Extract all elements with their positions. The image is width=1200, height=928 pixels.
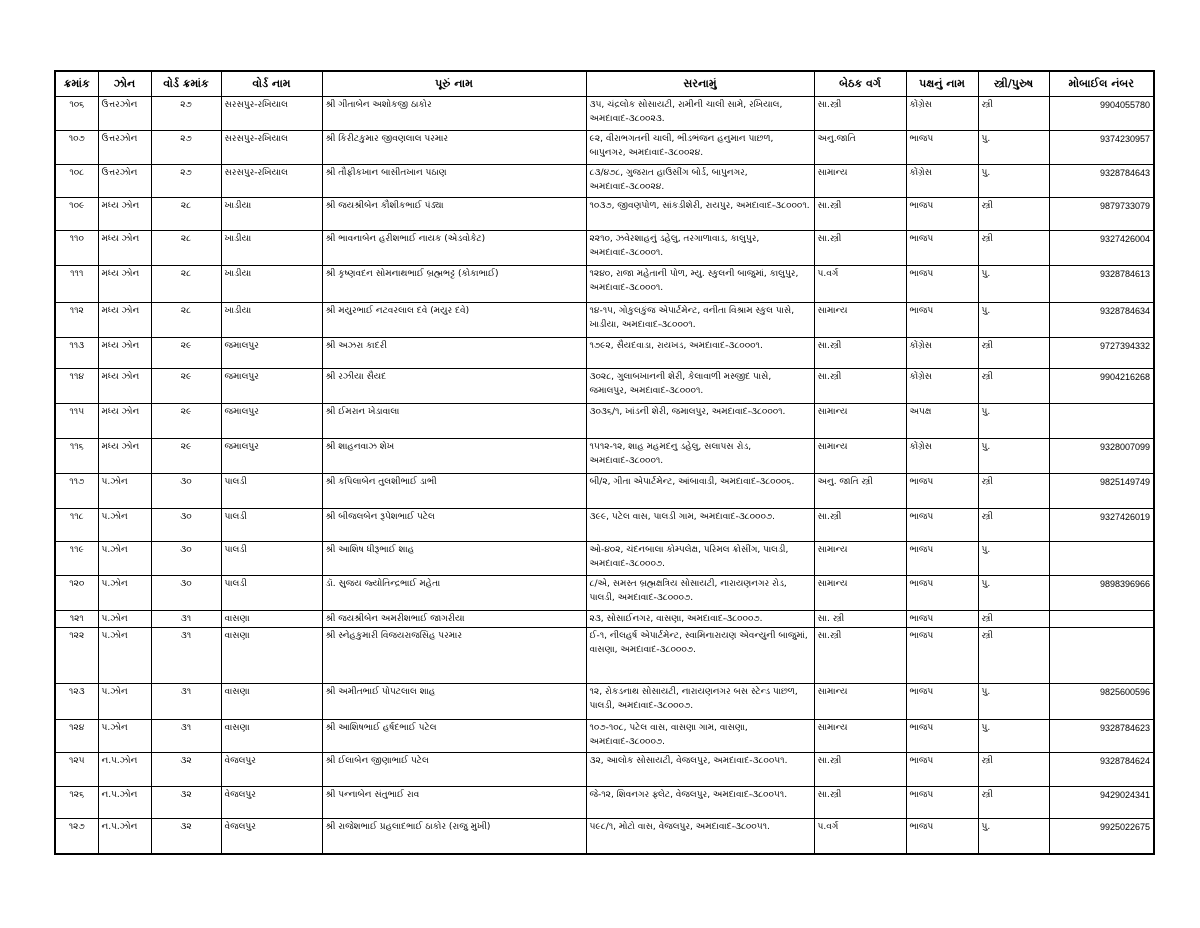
header-zone: ઝોન (98, 71, 151, 97)
table-row (55, 474, 1154, 509)
mobile-cell: 9328784643 (1049, 165, 1154, 198)
serial-no-cell: ૧૧૦ (55, 231, 98, 266)
gender-cell: સ્ત્રી (978, 198, 1049, 231)
address-cell: ઈ-૧, નીલહર્ષ એપાર્ટમેન્ટ, સ્વામિનારાયણ એવન્યુની બાજુમાં, વાસણા, અમદાવાદ-૩૮૦૦૦૭. (586, 628, 814, 684)
serial-no-cell: ૧૧૭ (55, 474, 98, 509)
table-row (55, 819, 1154, 854)
mobile-cell: 9879733079 (1049, 198, 1154, 231)
party-cell: ભાજપ (906, 787, 978, 819)
gender-cell: પુ. (978, 131, 1049, 165)
serial-no-cell: ૧૨૫ (55, 753, 98, 787)
table-row (55, 131, 1154, 165)
mobile-cell: 9904055780 (1049, 97, 1154, 131)
ward-no-cell: ૨૮ (151, 198, 221, 231)
full-name-cell: શ્રી અમીતભાઈ પોપટલાલ શાહ (322, 684, 586, 720)
gender-cell: પુ. (978, 684, 1049, 720)
table-row (55, 97, 1154, 131)
ward-name-cell: ખાડીયા (221, 231, 322, 266)
gender-cell: પુ. (978, 266, 1049, 303)
address-cell: ૧૪-૧૫, ગોકુલકુંજ એપાર્ટમેન્ટ, વનીતા વિશ્રામ સ્કુલ પાસે, ખાડીયા, અમદાવાદ-૩૮૦૦૦૧. (586, 303, 814, 338)
ward-name-cell: વાસણા (221, 628, 322, 684)
table-header-row (55, 71, 1154, 97)
serial-no-cell: ૧૧૮ (55, 509, 98, 542)
mobile-cell (1049, 611, 1154, 628)
party-cell: ભાજપ (906, 231, 978, 266)
zone-cell: ન.પ.ઝોન (98, 753, 151, 787)
seat-category-cell: સા.સ્ત્રી (814, 509, 906, 542)
address-cell: ૮/એ, સમસ્ત બ્રહ્મક્ષત્રિય સોસાયટી, નારાયણનગર રોડ, પાલડી, અમદાવાદ-૩૮૦૦૦૭. (586, 576, 814, 611)
ward-name-cell: જમાલપુર (221, 439, 322, 474)
zone-cell: પ.ઝોન (98, 509, 151, 542)
table-row (55, 404, 1154, 439)
ward-no-cell: ૨૭ (151, 97, 221, 131)
party-cell: ભાજપ (906, 303, 978, 338)
gender-cell: સ્ત્રી (978, 338, 1049, 369)
serial-no-cell: ૧૨૨ (55, 628, 98, 684)
party-cell: કોંગ્રેસ (906, 338, 978, 369)
ward-no-cell: ૨૯ (151, 338, 221, 369)
party-cell: ભાજપ (906, 753, 978, 787)
table-row (55, 611, 1154, 628)
ward-no-cell: ૨૮ (151, 266, 221, 303)
table-row (55, 439, 1154, 474)
serial-no-cell: ૧૦૭ (55, 131, 98, 165)
party-cell: ભાજપ (906, 611, 978, 628)
ward-no-cell: ૨૯ (151, 439, 221, 474)
mobile-cell: 9328784613 (1049, 266, 1154, 303)
address-cell: ૩૯૯, પટેલ વાસ, પાલડી ગામ, અમદાવાદ-૩૮૦૦૦૭. (586, 509, 814, 542)
seat-category-cell: સામાન્ય (814, 404, 906, 439)
ward-name-cell: પાલડી (221, 509, 322, 542)
ward-name-cell: પાલડી (221, 576, 322, 611)
address-cell: ૩૦૩૬/૧, ખાંડની શેરી, જમાલપુર, અમદાવાદ-૩૮૦૦૦૧. (586, 404, 814, 439)
serial-no-cell: ૧૧૬ (55, 439, 98, 474)
serial-no-cell: ૧૧૩ (55, 338, 98, 369)
serial-no-cell: ૧૨૬ (55, 787, 98, 819)
header-seat-category: બેઠક વર્ગ (814, 71, 906, 97)
address-cell: બી/૨, ગીતા એપાર્ટમેન્ટ, આંબાવાડી, અમદાવાદ-૩૮૦૦૦૬. (586, 474, 814, 509)
mobile-cell: 9328784624 (1049, 753, 1154, 787)
ward-name-cell: પાલડી (221, 542, 322, 576)
seat-category-cell: અનુ. જાતિ સ્ત્રી (814, 474, 906, 509)
serial-no-cell: ૧૨૪ (55, 720, 98, 753)
zone-cell: પ.ઝોન (98, 720, 151, 753)
seat-category-cell: સા.સ્ત્રી (814, 97, 906, 131)
full-name-cell: શ્રી રાજેશભાઈ પ્રહલાદભાઈ ઠાકોર (રાજુ મુખી) (322, 819, 586, 854)
party-cell: ભાજપ (906, 628, 978, 684)
header-ward-name: વોર્ડ નામ (221, 71, 322, 97)
mobile-cell: 9328784623 (1049, 720, 1154, 753)
address-cell: ઓ-૪૦૨, ચંદનબાલા કોમ્પલેક્ષ, પરિમલ ક્રોસીંગ, પાલડી, અમદાવાદ-૩૮૦૦૦૭. (586, 542, 814, 576)
seat-category-cell: સા.સ્ત્રી (814, 628, 906, 684)
party-cell: ભાજપ (906, 198, 978, 231)
ward-no-cell: ૩૦ (151, 509, 221, 542)
mobile-cell: 9825149749 (1049, 474, 1154, 509)
full-name-cell: શ્રી સ્નેહકુમારી વિજયરાજસિંહ પરમાર (322, 628, 586, 684)
ward-no-cell: ૩૧ (151, 720, 221, 753)
ward-no-cell: ૩૦ (151, 576, 221, 611)
header-mobile: મોબાઈલ નંબર (1049, 71, 1154, 97)
table-row (55, 338, 1154, 369)
seat-category-cell: સામાન્ય (814, 303, 906, 338)
ward-name-cell: વેજલપુર (221, 819, 322, 854)
ward-no-cell: ૨૯ (151, 369, 221, 404)
ward-name-cell: વાસણા (221, 684, 322, 720)
address-cell: ૧૦૭-૧૦૮, પટેલ વાસ, વાસણા ગામ, વાસણા, અમદાવાદ-૩૮૦૦૦૭. (586, 720, 814, 753)
seat-category-cell: પ.વર્ગ (814, 266, 906, 303)
ward-name-cell: જમાલપુર (221, 404, 322, 439)
address-cell: ૯૨, વીરાભગતની ચાલી, ભીડભંજન હનુમાન પાછળ, બાપુનગર, અમદાવાદ-૩૮૦૦૨૪. (586, 131, 814, 165)
serial-no-cell: ૧૨૩ (55, 684, 98, 720)
gender-cell: પુ. (978, 439, 1049, 474)
zone-cell: પ.ઝોન (98, 628, 151, 684)
mobile-cell (1049, 628, 1154, 684)
gender-cell: સ્ત્રી (978, 97, 1049, 131)
table-row (55, 509, 1154, 542)
address-cell: ૧૨૪૦, રાજા મહેતાની પોળ, મ્યુ. સ્કુલની બાજુમાં, કાલુપુર, અમદાવાદ-૩૮૦૦૦૧. (586, 266, 814, 303)
mobile-cell: 9328784634 (1049, 303, 1154, 338)
party-cell: કોંગ્રેસ (906, 369, 978, 404)
zone-cell: ન.પ.ઝોન (98, 787, 151, 819)
gender-cell: પુ. (978, 542, 1049, 576)
ward-no-cell: ૩૨ (151, 753, 221, 787)
party-cell: કોંગ્રેસ (906, 165, 978, 198)
gender-cell: પુ. (978, 303, 1049, 338)
full-name-cell: શ્રી અઝરા કાદરી (322, 338, 586, 369)
header-ward-no: વોર્ડ ક્રમાંક (151, 71, 221, 97)
full-name-cell: શ્રી તૌફીકખાન બાસીતખાન પઠાણ (322, 165, 586, 198)
gender-cell: પુ. (978, 819, 1049, 854)
mobile-cell (1049, 404, 1154, 439)
table-row (55, 198, 1154, 231)
seat-category-cell: સામાન્ય (814, 542, 906, 576)
ward-name-cell: સરસપુર-રખિયાલ (221, 97, 322, 131)
address-cell: જે-૧૨, શિવનગર ફ્લેટ, વેજલપુર, અમદાવાદ-૩૮૦૦૫૧. (586, 787, 814, 819)
table-row (55, 303, 1154, 338)
mobile-cell: 9904216268 (1049, 369, 1154, 404)
party-cell: ભાજપ (906, 819, 978, 854)
mobile-cell: 9374230957 (1049, 131, 1154, 165)
zone-cell: ન.પ.ઝોન (98, 819, 151, 854)
ward-no-cell: ૩૨ (151, 787, 221, 819)
full-name-cell: શ્રી શાહનવાઝ શેખ (322, 439, 586, 474)
gender-cell: સ્ત્રી (978, 628, 1049, 684)
party-cell: કોંગ્રેસ (906, 439, 978, 474)
ward-no-cell: ૨૯ (151, 404, 221, 439)
full-name-cell: શ્રી ઈલાબેન જીણાભાઈ પટેલ (322, 753, 586, 787)
zone-cell: પ.ઝોન (98, 611, 151, 628)
table-row (55, 542, 1154, 576)
address-cell: ૨૩, સોસાઈનગર, વાસણા, અમદાવાદ-૩૮૦૦૦૭. (586, 611, 814, 628)
serial-no-cell: ૧૦૯ (55, 198, 98, 231)
address-cell: ૩૦૨૮, ગુલાબખાનની શેરી, કેલાવાળી મસ્જીદ પાસે, જમાલપુર, અમદાવાદ-૩૮૦૦૦૧. (586, 369, 814, 404)
party-cell: ભાજપ (906, 509, 978, 542)
ward-name-cell: ખાડીયા (221, 266, 322, 303)
full-name-cell: ડૉ. સુજય જ્યોતિન્દ્રભાઈ મહેતા (322, 576, 586, 611)
mobile-cell: 9898396966 (1049, 576, 1154, 611)
address-cell: ૩૨, આલોક સોસાયટી, વેજલપુર, અમદાવાદ-૩૮૦૦૫૧. (586, 753, 814, 787)
party-cell: ભાજપ (906, 720, 978, 753)
full-name-cell: શ્રી કૃષ્ણવદન સોમનાથભાઈ બ્રહ્મભટ્ટ (કોકાભાઈ) (322, 266, 586, 303)
table-row (55, 266, 1154, 303)
gender-cell: સ્ત્રી (978, 611, 1049, 628)
zone-cell: પ.ઝોન (98, 542, 151, 576)
gender-cell: પુ. (978, 576, 1049, 611)
full-name-cell: શ્રી મયુરભાઈ નટવરલાલ દવે (મયુર દવે) (322, 303, 586, 338)
serial-no-cell: ૧૧૧ (55, 266, 98, 303)
serial-no-cell: ૧૨૭ (55, 819, 98, 854)
zone-cell: મધ્ય ઝોન (98, 369, 151, 404)
address-cell: ૧૨, રોકડનાથ સોસાયટી, નારાયણનગર બસ સ્ટેન્ડ પાછળ, પાલડી, અમદાવાદ-૩૮૦૦૦૭. (586, 684, 814, 720)
table-row (55, 720, 1154, 753)
ward-name-cell: ખાડીયા (221, 198, 322, 231)
serial-no-cell: ૧૨૦ (55, 576, 98, 611)
mobile-cell: 9727394332 (1049, 338, 1154, 369)
party-cell: ભાજપ (906, 576, 978, 611)
seat-category-cell: સા.સ્ત્રી (814, 338, 906, 369)
mobile-cell: 9825600596 (1049, 684, 1154, 720)
address-cell: ૮૩/૪૭૮, ગુજરાત હાઉસીંગ બોર્ડ, બાપુનગર, અમદાવાદ-૩૮૦૦૨૪. (586, 165, 814, 198)
header-party: પક્ષનું નામ (906, 71, 978, 97)
gender-cell: સ્ત્રી (978, 231, 1049, 266)
seat-category-cell: સા.સ્ત્રી (814, 231, 906, 266)
seat-category-cell: સામાન્ય (814, 684, 906, 720)
header-address: સરનામું (586, 71, 814, 97)
seat-category-cell: સા.સ્ત્રી (814, 369, 906, 404)
party-cell: ભાજપ (906, 474, 978, 509)
ward-name-cell: સરસપુર-રખિયાલ (221, 165, 322, 198)
ward-no-cell: ૩૦ (151, 542, 221, 576)
serial-no-cell: ૧૦૮ (55, 165, 98, 198)
serial-no-cell: ૧૧૪ (55, 369, 98, 404)
table-row (55, 576, 1154, 611)
ward-name-cell: સરસપુર-રખિયાલ (221, 131, 322, 165)
ward-name-cell: ખાડીયા (221, 303, 322, 338)
gender-cell: સ્ત્રી (978, 509, 1049, 542)
seat-category-cell: સામાન્ય (814, 720, 906, 753)
full-name-cell: શ્રી જયશ્રીબેન કૌશીકભાઈ પંડ્યા (322, 198, 586, 231)
zone-cell: મધ્ય ઝોન (98, 303, 151, 338)
ward-name-cell: પાલડી (221, 474, 322, 509)
zone-cell: મધ્ય ઝોન (98, 404, 151, 439)
serial-no-cell: ૧૧૯ (55, 542, 98, 576)
gender-cell: પુ. (978, 720, 1049, 753)
serial-no-cell: ૧૧૨ (55, 303, 98, 338)
gender-cell: સ્ત્રી (978, 753, 1049, 787)
header-serial-no: ક્રમાંક (55, 71, 98, 97)
gender-cell: સ્ત્રી (978, 369, 1049, 404)
seat-category-cell: સા.સ્ત્રી (814, 198, 906, 231)
gender-cell: સ્ત્રી (978, 474, 1049, 509)
mobile-cell (1049, 542, 1154, 576)
address-cell: ૧૭૯૨, સૈયદવાડા, રાયખડ, અમદાવાદ-૩૮૦૦૦૧. (586, 338, 814, 369)
full-name-cell: શ્રી કપિલાબેન તુલશીભાઈ ડાભી (322, 474, 586, 509)
zone-cell: મધ્ય ઝોન (98, 266, 151, 303)
full-name-cell: શ્રી રઝીયા સૈયદ (322, 369, 586, 404)
full-name-cell: શ્રી ગીતાબેન અશોકજી ઠાકોર (322, 97, 586, 131)
gender-cell: પુ. (978, 404, 1049, 439)
mobile-cell: 9327426019 (1049, 509, 1154, 542)
serial-no-cell: ૧૧૫ (55, 404, 98, 439)
ward-no-cell: ૨૭ (151, 131, 221, 165)
seat-category-cell: સામાન્ય (814, 576, 906, 611)
address-cell: ૨૨૧૦, ઝવેરશાહનું ડહેલુ, તરગાળાવાડ, કાલુપુર, અમદાવાદ-૩૮૦૦૦૧. (586, 231, 814, 266)
address-cell: ૧૦૩૭, જીવણપોળ, સાંકડીશેરી, રાયપુર, અમદાવાદ-૩૮૦૦૦૧. (586, 198, 814, 231)
party-cell: અપક્ષ (906, 404, 978, 439)
seat-category-cell: સા.સ્ત્રી (814, 753, 906, 787)
table-row (55, 787, 1154, 819)
party-cell: ભાજપ (906, 266, 978, 303)
seat-category-cell: અનુ.જાતિ (814, 131, 906, 165)
full-name-cell: શ્રી આશિષ ધીરૂભાઈ શાહ (322, 542, 586, 576)
header-gender: સ્ત્રી/પુરુષ (978, 71, 1049, 97)
ward-no-cell: ૨૭ (151, 165, 221, 198)
zone-cell: મધ્ય ઝોન (98, 231, 151, 266)
table-row (55, 628, 1154, 684)
full-name-cell: શ્રી બીજલબેન રૂપેશભાઈ પટેલ (322, 509, 586, 542)
seat-category-cell: સા.સ્ત્રી (814, 787, 906, 819)
full-name-cell: શ્રી કિરીટકુમાર જીવણલાલ પરમાર (322, 131, 586, 165)
serial-no-cell: ૧૨૧ (55, 611, 98, 628)
full-name-cell: શ્રી આશિષભાઈ હર્ષદભાઈ પટેલ (322, 720, 586, 753)
full-name-cell: શ્રી ભાવનાબેન હરીશભાઈ નાયક (એડવોકેટ) (322, 231, 586, 266)
ward-no-cell: ૩૧ (151, 628, 221, 684)
mobile-cell: 9328007099 (1049, 439, 1154, 474)
party-cell: ભાજપ (906, 542, 978, 576)
mobile-cell: 9429024341 (1049, 787, 1154, 819)
full-name-cell: શ્રી ઈમરાન ખેડાવાલા (322, 404, 586, 439)
ward-no-cell: ૩૦ (151, 474, 221, 509)
table-row (55, 369, 1154, 404)
ward-no-cell: ૩૧ (151, 611, 221, 628)
mobile-cell: 9327426004 (1049, 231, 1154, 266)
table-row (55, 165, 1154, 198)
zone-cell: ઉત્તરઝોન (98, 97, 151, 131)
councillor-table (54, 70, 1155, 855)
table-row (55, 753, 1154, 787)
gender-cell: સ્ત્રી (978, 787, 1049, 819)
full-name-cell: શ્રી જયશ્રીબેન અમરીશભાઈ જાગરીયા (322, 611, 586, 628)
zone-cell: ઉત્તરઝોન (98, 131, 151, 165)
ward-no-cell: ૩૨ (151, 819, 221, 854)
party-cell: કોંગ્રેસ (906, 97, 978, 131)
ward-name-cell: જમાલપુર (221, 369, 322, 404)
party-cell: ભાજપ (906, 131, 978, 165)
ward-name-cell: વાસણા (221, 611, 322, 628)
ward-name-cell: વેજલપુર (221, 787, 322, 819)
address-cell: ૩૫, ચંદ્રલોક સોસાયટી, રામીની ચાલી સામે, રખિયાલ, અમદાવાદ-૩૮૦૦૨૩. (586, 97, 814, 131)
ward-name-cell: વેજલપુર (221, 753, 322, 787)
ward-no-cell: ૩૧ (151, 684, 221, 720)
zone-cell: મધ્ય ઝોન (98, 198, 151, 231)
seat-category-cell: સા. સ્ત્રી (814, 611, 906, 628)
header-full-name: પૂરું નામ (322, 71, 586, 97)
full-name-cell: શ્રી પન્નાબેન સંતુભાઈ રાવ (322, 787, 586, 819)
zone-cell: પ.ઝોન (98, 684, 151, 720)
zone-cell: મધ્ય ઝોન (98, 439, 151, 474)
ward-name-cell: જમાલપુર (221, 338, 322, 369)
zone-cell: પ.ઝોન (98, 576, 151, 611)
seat-category-cell: પ.વર્ગ (814, 819, 906, 854)
zone-cell: મધ્ય ઝોન (98, 338, 151, 369)
table-row (55, 231, 1154, 266)
zone-cell: ઉત્તરઝોન (98, 165, 151, 198)
serial-no-cell: ૧૦૬ (55, 97, 98, 131)
address-cell: ૧૫૧૨-૧૨, શાહ મહમદનુ ડહેલુ, સલાપસ રોડ, અમદાવાદ-૩૮૦૦૦૧. (586, 439, 814, 474)
gender-cell: પુ. (978, 165, 1049, 198)
ward-no-cell: ૨૮ (151, 231, 221, 266)
zone-cell: પ.ઝોન (98, 474, 151, 509)
ward-name-cell: વાસણા (221, 720, 322, 753)
ward-no-cell: ૨૮ (151, 303, 221, 338)
address-cell: ૫૯૮/૧, મોટો વાસ, વેજલપુર, અમદાવાદ-૩૮૦૦૫૧. (586, 819, 814, 854)
table-row (55, 684, 1154, 720)
mobile-cell: 9925022675 (1049, 819, 1154, 854)
party-cell: ભાજપ (906, 684, 978, 720)
seat-category-cell: સામાન્ય (814, 439, 906, 474)
seat-category-cell: સામાન્ય (814, 165, 906, 198)
